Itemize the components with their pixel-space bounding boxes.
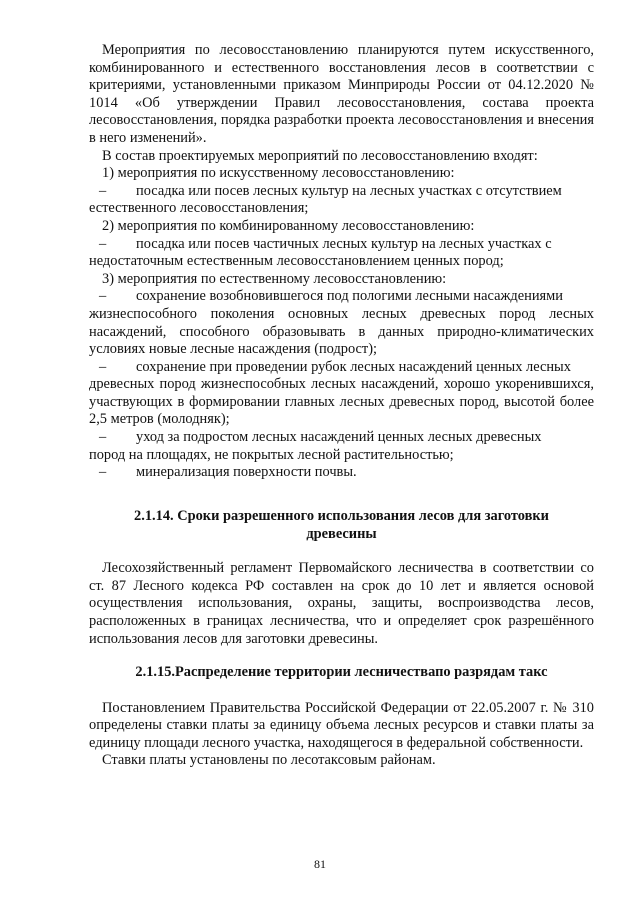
list-item (89, 236, 594, 254)
list-item-text: сохранение возобновившегося под пологими лесными насаждениями (136, 288, 563, 305)
section-title (89, 508, 594, 543)
list-item (89, 464, 594, 482)
dash-marker: – (99, 182, 107, 199)
section-harvest-term (89, 508, 594, 648)
section-title-line: 2.1.14. Сроки разрешенного использования лесов для заготовки (134, 508, 549, 524)
list-item-continuation: недостаточным естественным лесовосстановлением ценных пород; (89, 253, 504, 270)
dash-marker: – (99, 429, 107, 446)
list-item-continuation: естественного лесовосстановления; (89, 200, 309, 217)
list-item-continuation: пород на площадях, не покрытых лесной растительностью; (89, 446, 454, 463)
dash-marker: – (99, 358, 107, 375)
section-tax-categories (89, 664, 594, 770)
section-paragraph: Лесохозяйственный регламент Первомайского лесничества в соответствии со ст. 87 Лесного кодекса РФ составлен на срок до 10 лет и является основой осуществления использования, охраны, защиты, воспроизводства лесов, расположенных в границах лесничества, что и определяет срок разрешённого использования лесов для заготовки древесины. (89, 560, 594, 647)
section-paragraph: Постановлением Правительства Российской Федерации от 22.05.2007 г. № 310 определены ставки платы за единицу объема лесных ресурсов и ставки платы за единицу площади лесного участка, находящегося в федеральной собственности. (89, 699, 594, 751)
section-reforestation (89, 42, 594, 482)
list-item-text: минерализация поверхности почвы. (136, 464, 357, 481)
section-paragraph: Ставки платы установлены по лесотаксовым районам. (102, 752, 436, 769)
list-item (89, 288, 594, 306)
dash-marker: – (99, 235, 107, 252)
section-title-line: древесины (306, 525, 377, 542)
list-item (89, 359, 594, 377)
list-item-continuation: древесных пород жизнеспособных лесных насаждений, хорошо укоренившихся, участвующих в формировании главных лесных древесных пород, высотой более 2,5 метров (молодняк); (89, 376, 594, 428)
list-item (89, 429, 594, 447)
group-heading-artificial: 1) мероприятия по искусственному лесовосстановлению: (102, 165, 455, 182)
group-heading-natural: 3) мероприятия по естественному лесовосстановлению: (102, 270, 447, 287)
list-item-text: сохранение при проведении рубок лесных насаждений ценных лесных (136, 358, 571, 375)
group-heading-combined: 2) мероприятия по комбинированному лесовосстановлению: (102, 217, 475, 234)
page-number: 81 (314, 857, 326, 871)
list-item-text: посадка или посев частичных лесных культур на лесных участках с (136, 235, 552, 252)
lead-paragraph: В состав проектируемых мероприятий по лесовосстановлению входят: (102, 147, 538, 164)
dash-marker: – (99, 464, 107, 481)
list-item-text: посадка или посев лесных культур на лесных участках с отсутствием (136, 182, 562, 199)
list-item (89, 183, 594, 201)
section-title: 2.1.15.Распределение территории лесничествапо разрядам такс (135, 664, 548, 680)
list-item-continuation: жизнеспособного поколения основных лесных древесных пород лесных насаждений, способного образовывать в данных природно-климатических условиях новые лесные насаждения (подрост); (89, 305, 594, 358)
intro-paragraph: Мероприятия по лесовосстановлению планируются путем искусственного, комбинированного и естественного восстановления лесов в соответствии с критериями, установленными приказом Минприроды России от 04.12.2020 № 1014 «Об утверждении Правил лесовосстановления, состава проекта лесовосстановления, порядка разработки проекта лесовосстановления и внесения в него изменений». (89, 42, 594, 146)
dash-marker: – (99, 288, 107, 305)
list-item-text: уход за подростом лесных насаждений ценных лесных древесных (136, 429, 542, 446)
